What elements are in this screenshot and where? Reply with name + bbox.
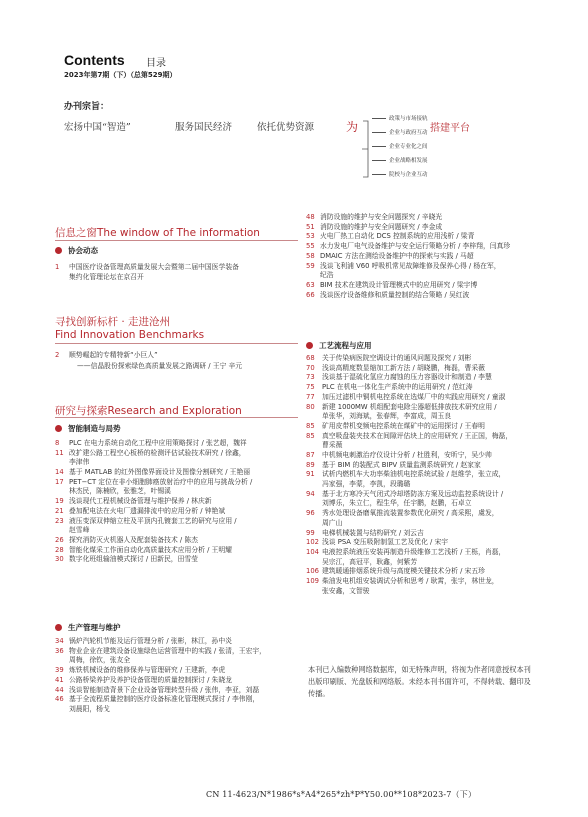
entry-title: 冯家强，李蒙，李凯，段璐璐 — [322, 480, 411, 489]
entry-title: BIM 技术在建筑设计管理模式中的应用研究 / 梁宇博 — [320, 280, 478, 289]
entry-title: 浅谈飞利浦 V60 呼吸机常见故障维修及保养心得 / 杨在军， — [320, 261, 501, 270]
entry-title: 改扩建公路工程空心板桥的检测评估试验技术研究 / 徐鑫， — [69, 448, 246, 457]
entry-title: 加压过滤机中铜机电控系统在选煤厂中的实践应用研究 / 童淑 — [322, 392, 506, 401]
toc-entry[interactable] — [306, 262, 538, 281]
entry-title: 消防设施的维护与安全问题探究 / 辛晓光 — [320, 213, 443, 221]
toc-entry[interactable] — [306, 291, 538, 301]
entry-title: 物业企业在建筑设备设施绿色运营管理中的实践 / 张清，王宏宇， — [69, 646, 266, 655]
entry-title: DMAIC 方法在测绘设备维护中的探索与实践 / 马超 — [320, 251, 474, 260]
page-number: 53 — [306, 232, 315, 241]
entry-title: 关于传染病医院空调设计的通风问题及探究 / 刘彬 — [322, 354, 472, 362]
page-number: 102 — [306, 538, 319, 547]
page-number: 109 — [306, 577, 319, 586]
entry-title: 水力发电厂电气设备维护与安全运行策略分析 / 李梓翔，闫真珍 — [320, 242, 511, 251]
entry-title: PLC 在机电一体化生产系统中的运用研究 / 范红涛 — [322, 383, 473, 392]
page-number: 94 — [306, 489, 315, 498]
page-number: 99 — [306, 528, 315, 537]
aim-item: 院校与企业互动 — [372, 170, 428, 178]
toc-entry[interactable] — [306, 242, 538, 252]
page-number: 44 — [55, 685, 64, 694]
toc-entry[interactable] — [306, 354, 538, 364]
bullet-icon — [55, 624, 62, 631]
page-number: 46 — [55, 695, 64, 704]
entry-title: 锅炉汽轮机节能及运行管理分析 / 张彬，林江，孙中炎 — [69, 637, 232, 645]
entry-title: 周梅，徐钦，张友全 — [69, 656, 131, 665]
page-number: 55 — [306, 242, 315, 251]
page-number: 68 — [306, 354, 315, 362]
page-number: 96 — [306, 509, 315, 518]
entry-title: 浅谈基于湿硫化氢应力腐蚀的压力容器设计和制造 / 李慧 — [322, 373, 492, 382]
entry-title: 液压变深双伸缩立柱及平顶内孔镀套工艺的研究与应用 / — [69, 516, 237, 525]
aim-phrase-1: 宏扬中国“智造” — [64, 122, 131, 133]
toc-entry[interactable] — [55, 468, 300, 478]
entry-title: 张安鑫，文智骏 — [322, 586, 370, 595]
toc-entry[interactable] — [55, 695, 300, 714]
entry-title: 浅谈高精度数显缩加工新方法 / 胡晓鹏，梅磊，曹采薇 — [322, 363, 485, 372]
entry-title: 林杰民，陈楠欣，张雅芝，叶锡溪 — [69, 487, 171, 496]
toc-entry[interactable] — [306, 393, 538, 403]
entry-title: 探究消防灭火机器人及配套装备技术 / 陈杰 — [69, 536, 198, 544]
entry-title: 赵雪峰 — [69, 526, 90, 535]
issue-info: 2023年第7期（下）（总第529期） — [64, 71, 177, 79]
entry-title: 刘晨阳，杨戈 — [69, 704, 110, 713]
toc-entry[interactable] — [55, 686, 300, 696]
entry-title: 真空吸盘装夹技术在间隙评估块上的应用研究 / 王正国，梅磊， — [322, 431, 513, 440]
toc-entry[interactable] — [306, 373, 538, 383]
aim-item: 政策与市场接轨 — [372, 114, 428, 122]
toc-entry[interactable] — [55, 666, 300, 676]
entry-title: 曹采薇 — [322, 441, 343, 450]
entry-title: 吴宗江，高冠平，耿鑫，何紫芳 — [322, 557, 418, 566]
section-title-innovation-en: Find Innovation Benchmarks — [55, 329, 205, 341]
entry-title: 李津伟 — [69, 458, 90, 467]
toc-entry[interactable] — [306, 567, 538, 577]
entry-title: 秀水处理设备磨氧推流装置参数优化研究 / 高采熙，虞发， — [322, 509, 499, 518]
page-number: 36 — [55, 646, 64, 655]
toc-entry[interactable] — [306, 538, 538, 548]
entry-title: 基于全流程质量控制的医疗设备标准化管理模式探讨 / 李伟刚， — [69, 695, 260, 704]
page-number: 91 — [306, 470, 315, 479]
entry-title: 建筑暖通排烟系统升级与高度模关键技术分析 / 宋五珍 — [322, 567, 485, 576]
page-number: 66 — [306, 290, 315, 299]
entry-title: 柴油发电机组安装调试分析和思考 / 耿霄，张宇，林世龙， — [322, 577, 499, 586]
subsection-production-management: 生产管理与维护 — [55, 622, 121, 633]
section-title-innovation: 寻找创新标杆 · 走进沧州 — [55, 316, 171, 328]
entry-title: 矿用皮带机变频电控系统在煤矿中的运用探讨 / 王春明 — [322, 421, 485, 430]
entry-title: 数字化班组输油模式探讨 / 田新民，田雪莹 — [69, 555, 198, 564]
page-number: 77 — [306, 392, 315, 401]
entry-title: 炼铁机械设备的维修保养与管理研究 / 王建新，李虎 — [69, 666, 226, 675]
toc-entry[interactable] — [55, 439, 300, 449]
entry-title: 刘博乐，朱立仁，程生华，任宇鹏，赵鹏，石卓立 — [322, 499, 472, 508]
page-number: 26 — [55, 536, 64, 544]
toc-entry[interactable] — [306, 451, 538, 461]
entry-title: 智能化煤采工作面自动化高质量技术应用分析 / 王明耀 — [69, 545, 232, 554]
page-number: 39 — [55, 666, 64, 675]
toc-entry[interactable] — [55, 555, 300, 565]
bullet-icon — [306, 342, 313, 349]
entry-title: 试析内燃机车大功率柴油机电控系统试验 / 赵维学，张立成， — [322, 470, 506, 479]
toc-entry[interactable] — [306, 577, 538, 596]
entry-title: PET−CT 定位在非小细胞肺癌放射治疗中的应用与挑战分析 / — [69, 477, 253, 486]
page-number: 87 — [306, 451, 315, 459]
aim-goal: 搭建平台 — [430, 123, 470, 134]
entry-title: 单张华，刘海斌，张春辉，李富成，周玉良 — [322, 412, 452, 421]
page-number: 75 — [306, 383, 315, 392]
section-title-research: 研究与探索Research and Exploration — [55, 405, 242, 417]
section-title-info-window: 信息之窗The window of The information — [55, 227, 260, 239]
entry-title: PLC 在电力系统自动化工程中应用策略探讨 / 张艺超，魏祥 — [69, 439, 247, 447]
subsection-association-news: 协会动态 — [55, 245, 98, 256]
page-number: 85 — [306, 431, 315, 440]
toc-entry[interactable] — [55, 536, 300, 546]
toc-entry[interactable] — [306, 432, 538, 451]
toc-entry[interactable] — [55, 546, 300, 556]
aim-item: 企业专业化之间 — [372, 142, 428, 150]
entry-title: 火电厂热工自动化 DCS 控制系统的应用浅析 / 梁青 — [320, 232, 475, 241]
entry-title: 纪浩 — [320, 271, 334, 280]
entry-title: 叠加配电法在火电厂遗漏排流中的应用分析 / 钟艳斌 — [69, 506, 226, 515]
toc-entry[interactable] — [55, 449, 300, 468]
toc-entry[interactable] — [306, 509, 538, 528]
entry-title: 基于 MATLAB 的红外图像界面设计及图像分割研究 / 王艳丽 — [69, 468, 251, 477]
entry-title: 周广山 — [322, 518, 343, 527]
page-number: 85 — [306, 421, 315, 430]
toc-entry[interactable] — [306, 403, 538, 422]
toc-entry[interactable] — [306, 383, 538, 393]
page-title: Contents — [64, 52, 125, 68]
entry-title: 新建 1000MW 机组配套电除尘器超低排放技术研究应用 / — [322, 402, 497, 411]
toc-entry[interactable]: 1 中国医疗设备管理高质量发展大会暨第二届中国医学装备 集约化管理论坛在京召开 — [55, 263, 239, 281]
page-number: 80 — [306, 402, 315, 411]
entry-title: 电液控系统液压安装再制造升级维修工艺浅析 / 王栎，肖磊， — [322, 548, 506, 556]
page-number: 58 — [306, 251, 315, 260]
section-rule — [55, 343, 298, 344]
entry-title: 中机频电刺激治疗仪设计分析 / 杜胜利，安昕宁，吴少帅 — [322, 451, 492, 459]
toc-entry[interactable] — [306, 281, 538, 291]
page-number: 28 — [55, 545, 64, 554]
toc-entry[interactable] — [306, 461, 538, 471]
toc-entry[interactable] — [306, 422, 538, 432]
toc-entry[interactable] — [306, 223, 538, 233]
page-number: 34 — [55, 637, 64, 645]
section-rule — [55, 417, 298, 418]
entry-title: 公路桥梁养护及养护设备管理的质量控制探讨 / 朱晓龙 — [69, 675, 232, 684]
toc-entry[interactable] — [306, 252, 538, 262]
toc-entry[interactable] — [55, 507, 300, 517]
copyright-notice: 本刊已入编数种网络数据库，如无特殊声明，将视为作者同意授权本刊出版印刷版、光盘版和网络版。未经本刊书面许可，不得转载、翻印及传播。 — [308, 665, 531, 698]
toc-entry[interactable] — [55, 637, 300, 647]
toc-entry[interactable] — [55, 517, 300, 536]
bullet-icon — [55, 425, 62, 432]
aim-label: 办刊宗旨： — [64, 102, 110, 112]
entry-title: 浅谈现代工程机械设备管理与维护保养 / 林庆新 — [69, 497, 212, 506]
page-number: 51 — [306, 222, 315, 231]
toc-entry[interactable] — [55, 497, 300, 507]
subsection-smart-manufacturing: 智能制造与局势 — [55, 423, 121, 434]
bullet-icon — [55, 247, 62, 254]
entry-title: 消防设施的维护与安全问题研究 / 李金成 — [320, 222, 443, 231]
aim-phrase-2: 服务国民经济 — [175, 122, 233, 133]
page-number: 30 — [55, 555, 64, 564]
aim-phrase-3: 依托优势资源 — [257, 122, 315, 133]
toc-entry[interactable] — [306, 364, 538, 374]
page-number: 89 — [306, 460, 315, 469]
page-number: 48 — [306, 213, 315, 221]
entry-title: 浅谈智能制造背景下企业设备管理转型升级 / 张伟，李亚，刘磊 — [69, 685, 260, 694]
toc-entry[interactable] — [55, 647, 300, 666]
toc-entry[interactable] — [306, 213, 538, 223]
entry-title: 浅谈 PSA 变压吸附制氢工艺及优化 / 宋宇 — [322, 538, 449, 547]
aim-item: 企业战略相发展 — [372, 156, 428, 164]
page-number: 21 — [55, 506, 64, 515]
toc-entry[interactable]: 2 顺势崛起的专精特新“小巨人” ——信晶股份探索绿色高质量发展之路调研 / 王宁 辛元 — [55, 351, 243, 370]
aim-item: 企业与政府互动 — [372, 128, 428, 136]
toc-entry[interactable] — [55, 478, 300, 497]
page-number: 73 — [306, 373, 315, 382]
page-number: 8 — [55, 439, 60, 447]
publication-code: CN 11-4623/N*1986*s*A4*265*zh*P*Y50.00**108*2023-7（下） — [206, 790, 477, 799]
aim-connector: 为 — [346, 120, 359, 134]
toc-entry[interactable] — [306, 470, 538, 489]
page-number: 19 — [55, 497, 64, 506]
entry-title: 基于 BIM 的装配式 BIPV 质量监测系统研究 / 赵家家 — [322, 460, 481, 469]
page-title-cn: 目录 — [146, 58, 166, 69]
page-number: 106 — [306, 567, 319, 576]
toc-entry[interactable] — [306, 490, 538, 509]
entry-title: 浅谈医疗设备维修和质量控制的结合策略 / 吴红波 — [320, 290, 470, 299]
page-number: 41 — [55, 675, 64, 684]
entry-title: 电梯机械装置与结构研究 / 刘云吉 — [322, 528, 424, 537]
page-number: 23 — [55, 516, 64, 525]
page-number: 104 — [306, 548, 319, 556]
page-number: 63 — [306, 280, 315, 289]
page-number: 11 — [55, 448, 64, 457]
page-number: 70 — [306, 363, 315, 372]
toc-entry[interactable] — [306, 232, 538, 242]
toc-entry[interactable] — [306, 529, 538, 539]
toc-entry[interactable] — [306, 548, 538, 567]
entry-title: 基于北方寒冷天气闭式冷却塔防冻方案及远动监控系统设计 / — [322, 489, 504, 498]
page-number: 17 — [55, 477, 64, 486]
section-rule — [55, 240, 298, 241]
subsection-process-application: 工艺流程与应用 — [306, 340, 372, 351]
toc-entry[interactable] — [55, 676, 300, 686]
page-number: 59 — [306, 261, 315, 270]
page-number: 14 — [55, 468, 64, 477]
